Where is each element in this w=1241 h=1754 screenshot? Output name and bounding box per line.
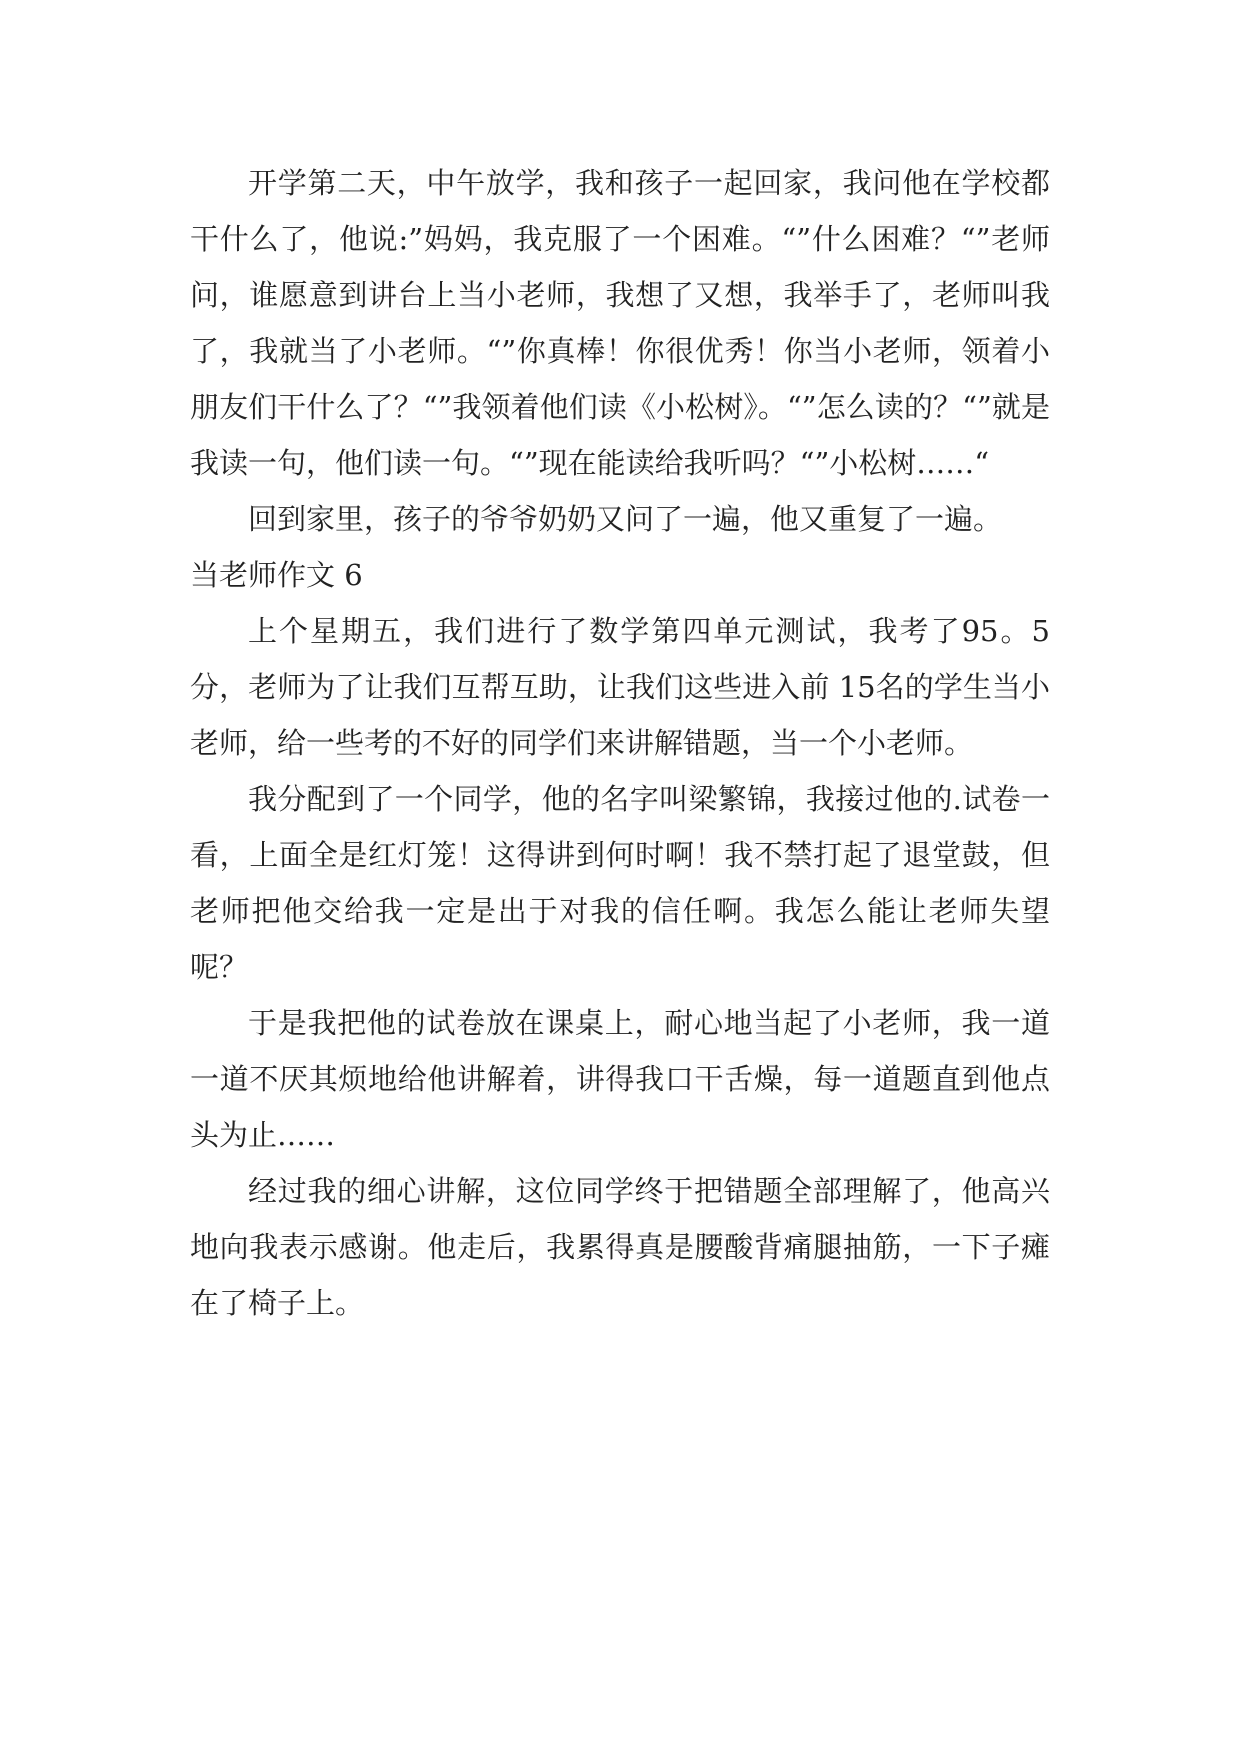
paragraph-4: 我分配到了一个同学，他的名字叫梁繁锦，我接过他的.试卷一看，上面全是红灯笼！这得讲到何时啊！我不禁打起了退堂鼓，但老师把他交给我一定是出于对我的信任啊。我怎么能让老师失望呢？ bbox=[190, 782, 1050, 984]
paragraph-1: 开学第二天，中午放学，我和孩子一起回家，我问他在学校都干什么了，他说:”妈妈，我克服了一个困难。“”什么困难？“”老师问，谁愿意到讲台上当小老师，我想了又想，我举手了，老师叫我了，我就当了小老师。“”你真棒！你很优秀！你当小老师，领着小朋友们干什么了？“”我领着他们读《小松树》。“”怎么读的？“”就是我读一句，他们读一句。“”现在能读给我听吗？“”小松树……“ bbox=[190, 166, 1050, 480]
section-title: 当老师作文 6 bbox=[190, 558, 363, 592]
document-body bbox=[190, 155, 1050, 1331]
paragraph-5: 于是我把他的试卷放在课桌上，耐心地当起了小老师，我一道一道不厌其烦地给他讲解着，讲得我口干舌燥，每一道题直到他点头为止…… bbox=[190, 1006, 1050, 1152]
paragraph-3: 上个星期五，我们进行了数学第四单元测试，我考了95。5 分，老师为了让我们互帮互助，让我们这些进入前 15名的学生当小老师，给一些考的不好的同学们来讲解错题，当一个小老师。 bbox=[190, 614, 1050, 760]
paragraph-6: 经过我的细心讲解，这位同学终于把错题全部理解了，他高兴地向我表示感谢。他走后，我累得真是腰酸背痛腿抽筋，一下子瘫在了椅子上。 bbox=[190, 1174, 1050, 1320]
paragraph-2: 回到家里，孩子的爷爷奶奶又问了一遍，他又重复了一遍。 bbox=[248, 502, 1003, 536]
